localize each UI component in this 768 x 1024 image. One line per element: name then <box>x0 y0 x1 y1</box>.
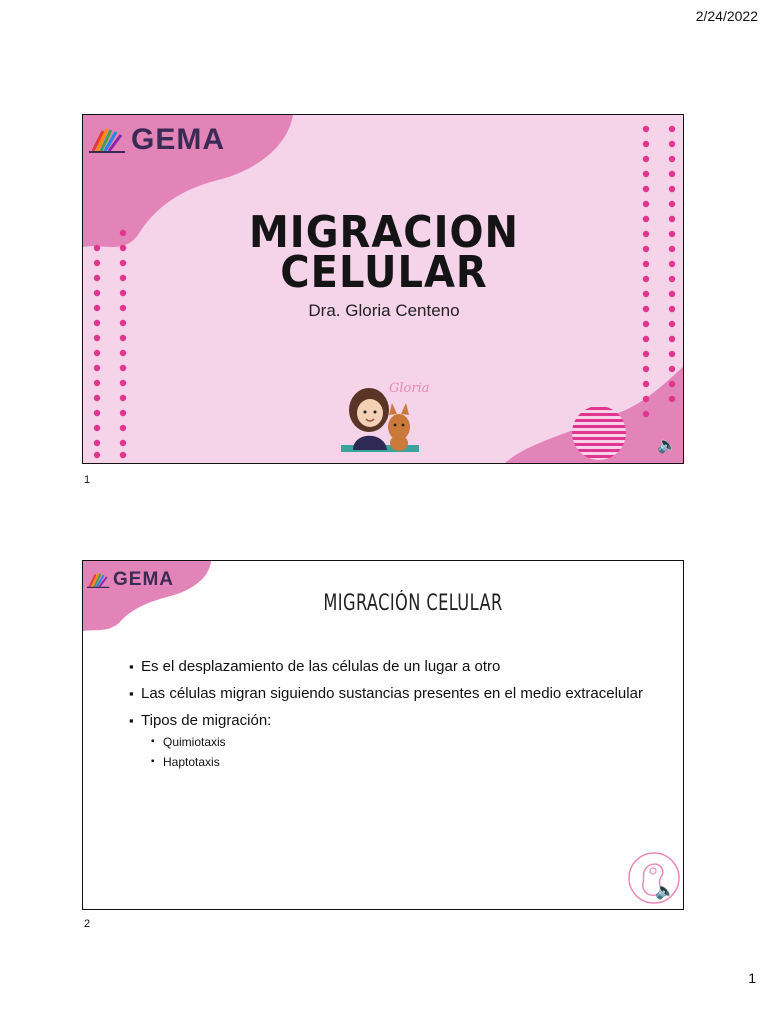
slide-1-title-line-2: CELULAR <box>280 248 488 298</box>
signature-text: Gloria <box>389 381 430 396</box>
bullet-item: ▪ Tipos de migración: <box>129 711 649 730</box>
gema-logo-text: GEMA <box>113 569 174 590</box>
gema-logo <box>89 123 225 157</box>
slide-1-number: 1 <box>84 474 91 486</box>
speaker-icon[interactable]: 🔈 <box>655 883 675 900</box>
rainbow-logo-icon <box>87 571 113 589</box>
page-number: 1 <box>748 970 756 986</box>
slide-2 <box>82 560 684 910</box>
slide-1 <box>82 114 684 464</box>
slide-1-author: Dra. Gloria Centeno <box>308 301 460 320</box>
bullet-item: ▪ Es el desplazamiento de las células de un lugar a otro <box>129 657 649 676</box>
slide-1-title-line-1: MIGRACION <box>249 208 519 258</box>
speaker-icon[interactable]: 🔈 <box>657 437 677 454</box>
gema-logo-text: GEMA <box>131 123 225 156</box>
slide-2-title: MIGRACIÓN CELULAR <box>323 591 503 616</box>
page-date: 2/24/2022 <box>695 8 758 24</box>
slide-2-number: 2 <box>84 918 91 930</box>
sub-bullet-item: ▪ Quimiotaxis <box>129 732 649 752</box>
rainbow-logo-icon <box>89 127 131 153</box>
sub-bullet-item: ▪ Haptotaxis <box>129 752 649 772</box>
bullet-item: ▪ Las células migran siguiendo sustancias presentes en el medio extracelular <box>129 684 649 703</box>
bullet-list <box>129 657 649 772</box>
gema-logo <box>87 569 174 591</box>
avatar-illustration <box>341 388 419 452</box>
